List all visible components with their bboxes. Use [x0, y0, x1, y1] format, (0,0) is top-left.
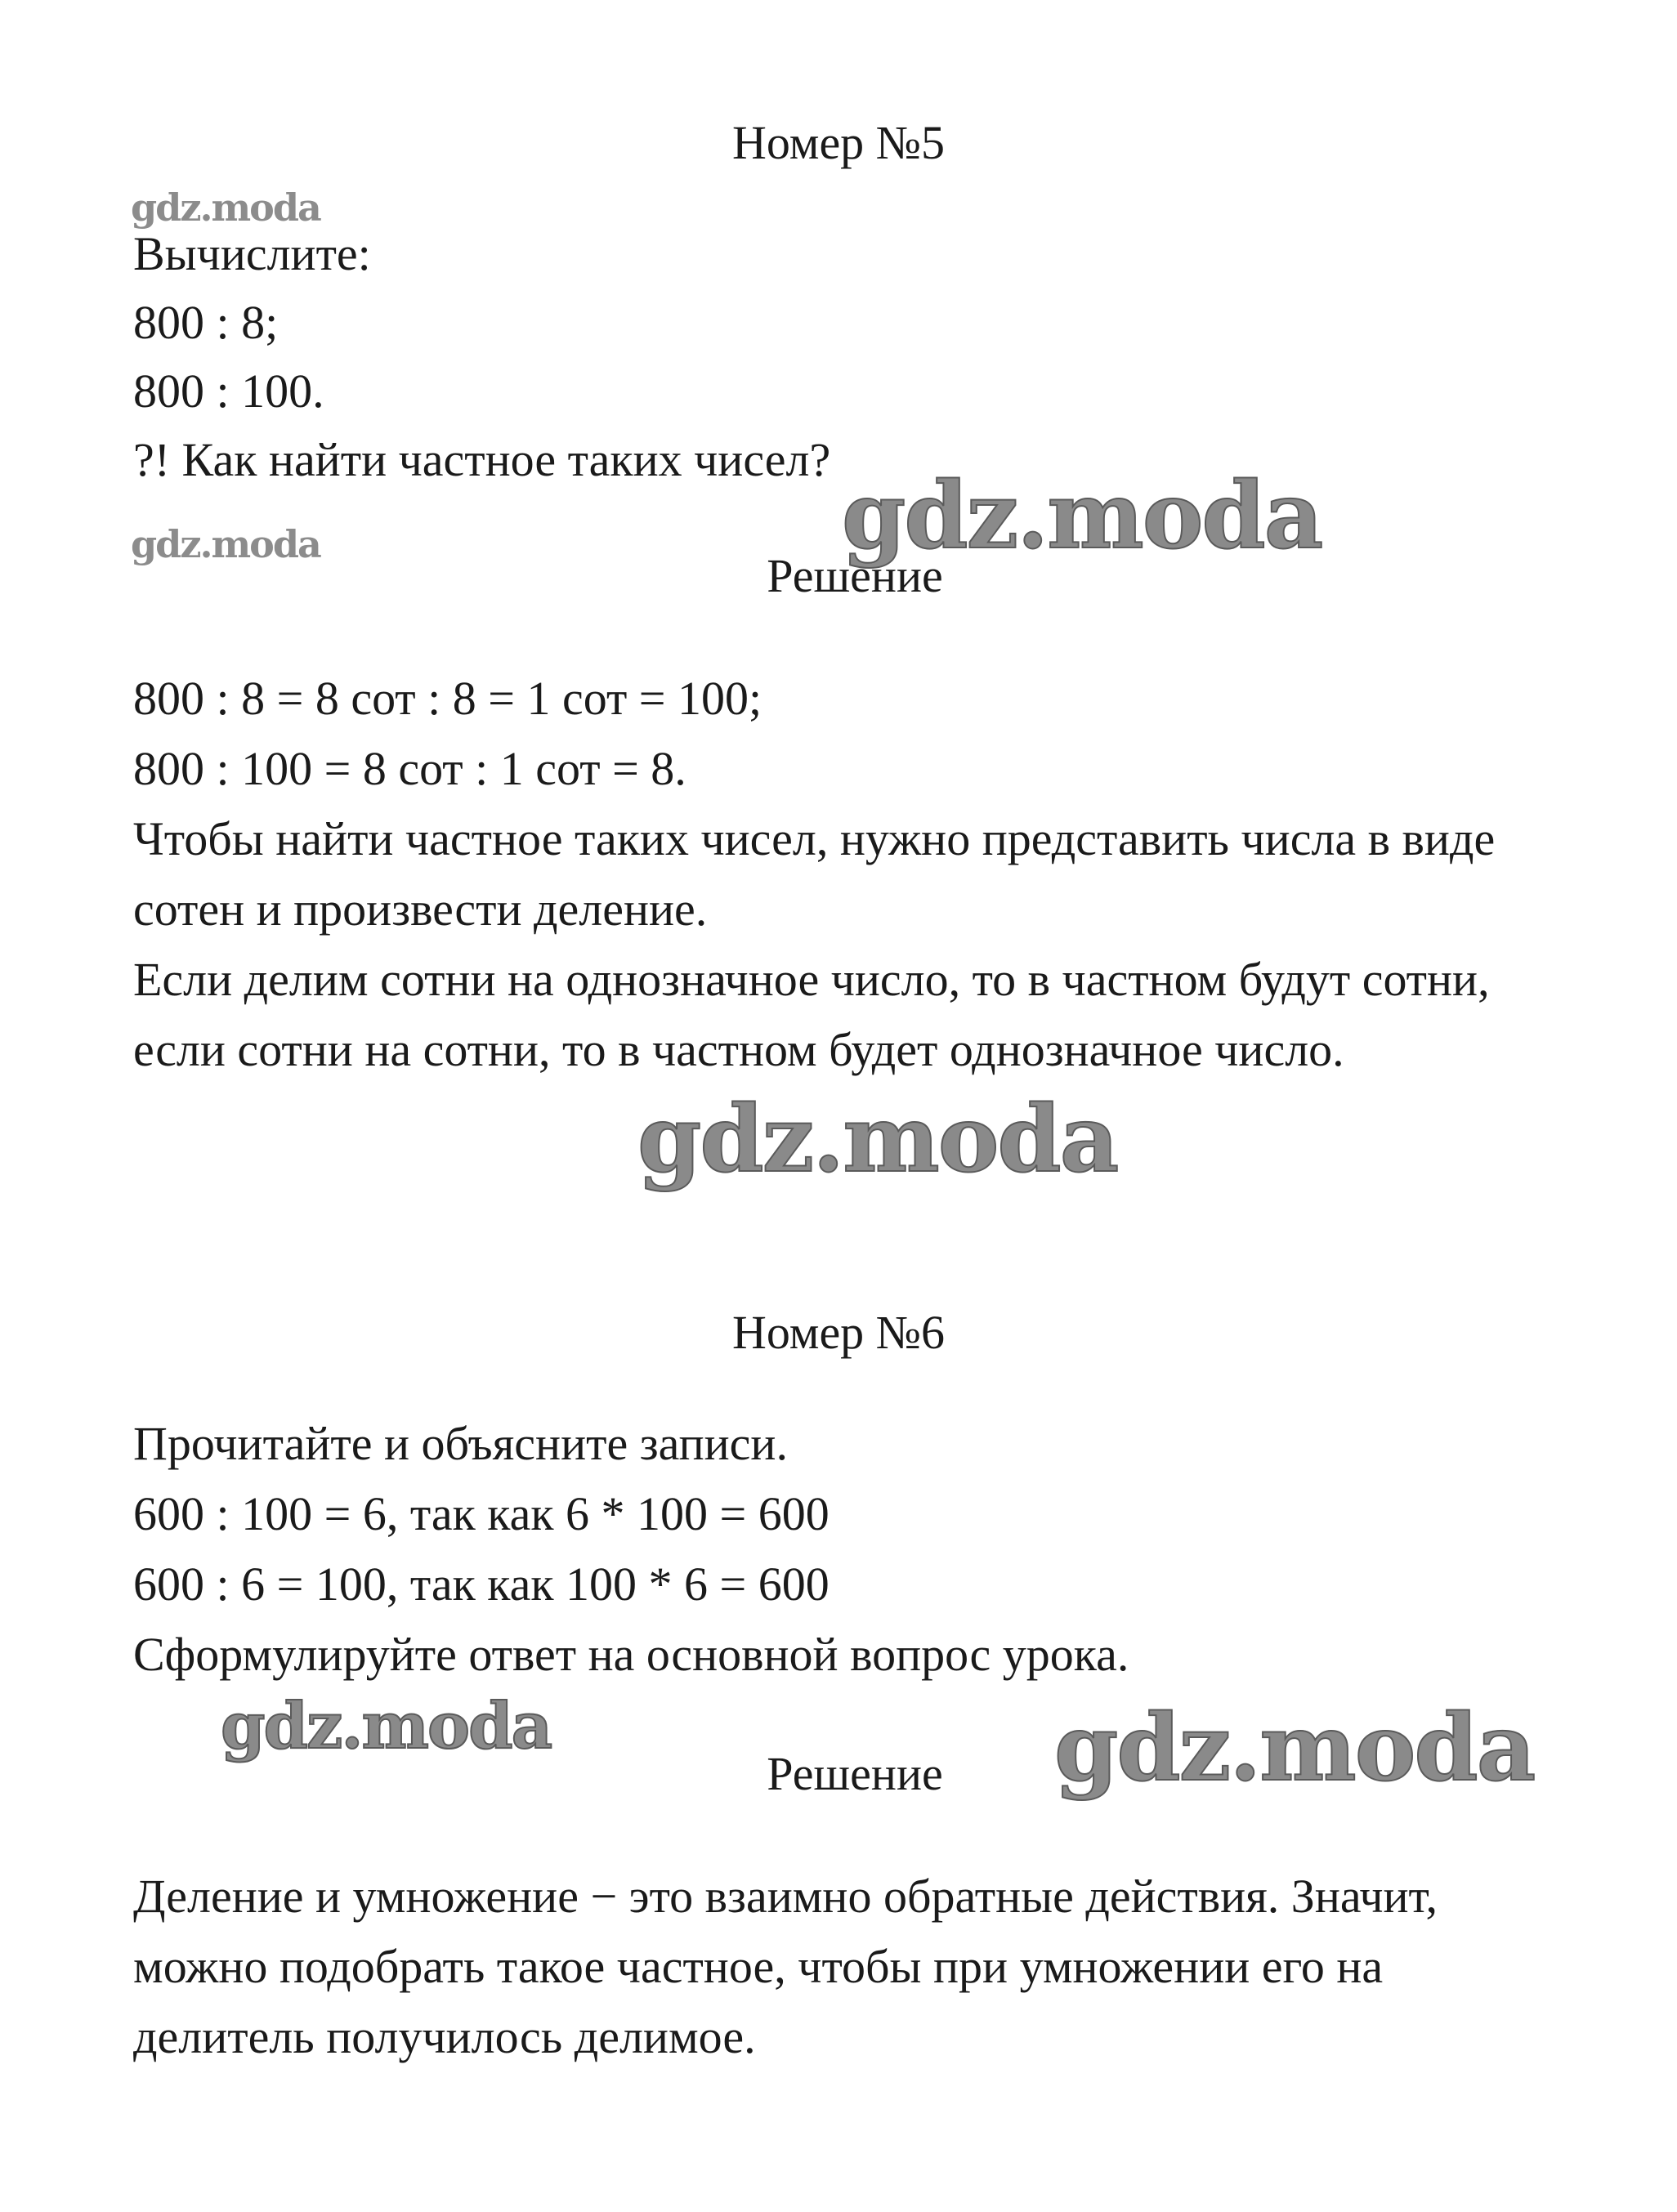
watermark-logo: gdz.moda	[131, 522, 320, 566]
watermark-logo: gdz.moda	[637, 1086, 1118, 1193]
problem-6-line: Прочитайте и объясните записи.	[133, 1417, 788, 1470]
problem-5-solution-line: если сотни на сотни, то в частном будет однозначное число.	[133, 1023, 1344, 1076]
problem-6-solution-line: можно подобрать такое частное, чтобы при умножении его на	[133, 1940, 1384, 1993]
problem-5-line: 800 : 8;	[133, 296, 279, 349]
problem-5-solution-line: 800 : 8 = 8 сот : 8 = 1 сот = 100;	[133, 672, 762, 725]
problem-6-solution-line: Деление и умножение − это взаимно обратные действия. Значит,	[133, 1870, 1438, 1923]
watermark-logo: gdz.moda	[131, 185, 320, 230]
problem-6-title: Номер №6	[731, 1306, 946, 1359]
problem-5-solution-line: сотен и произвести деление.	[133, 883, 708, 936]
problem-5-solution-line: Чтобы найти частное таких чисел, нужно представить числа в виде	[133, 812, 1496, 865]
problem-5-line: 800 : 100.	[133, 364, 324, 418]
problem-5-solution-line: 800 : 100 = 8 сот : 1 сот = 8.	[133, 742, 686, 795]
problem-5-title: Номер №5	[731, 116, 946, 169]
problem-5-solution-heading: Решение	[767, 549, 943, 602]
problem-6-solution-heading: Решение	[767, 1747, 943, 1800]
problem-5-question: ?! Как найти частное таких чисел?	[133, 433, 831, 486]
watermark-logo: gdz.moda	[1054, 1695, 1535, 1802]
problem-6-line: 600 : 100 = 6, так как 6 * 100 = 600	[133, 1487, 830, 1540]
problem-5-solution-line: Если делим сотни на однозначное число, то в частном будут сотни,	[133, 953, 1490, 1006]
watermark-logo: gdz.moda	[842, 463, 1322, 570]
problem-6-solution-line: делитель получилось делимое.	[133, 2010, 756, 2063]
problem-6-line: Сформулируйте ответ на основной вопрос урока.	[133, 1628, 1129, 1681]
problem-6-line: 600 : 6 = 100, так как 100 * 6 = 600	[133, 1557, 830, 1611]
watermark-logo: gdz.moda	[221, 1689, 552, 1763]
problem-5-line: Вычислите:	[133, 227, 371, 280]
